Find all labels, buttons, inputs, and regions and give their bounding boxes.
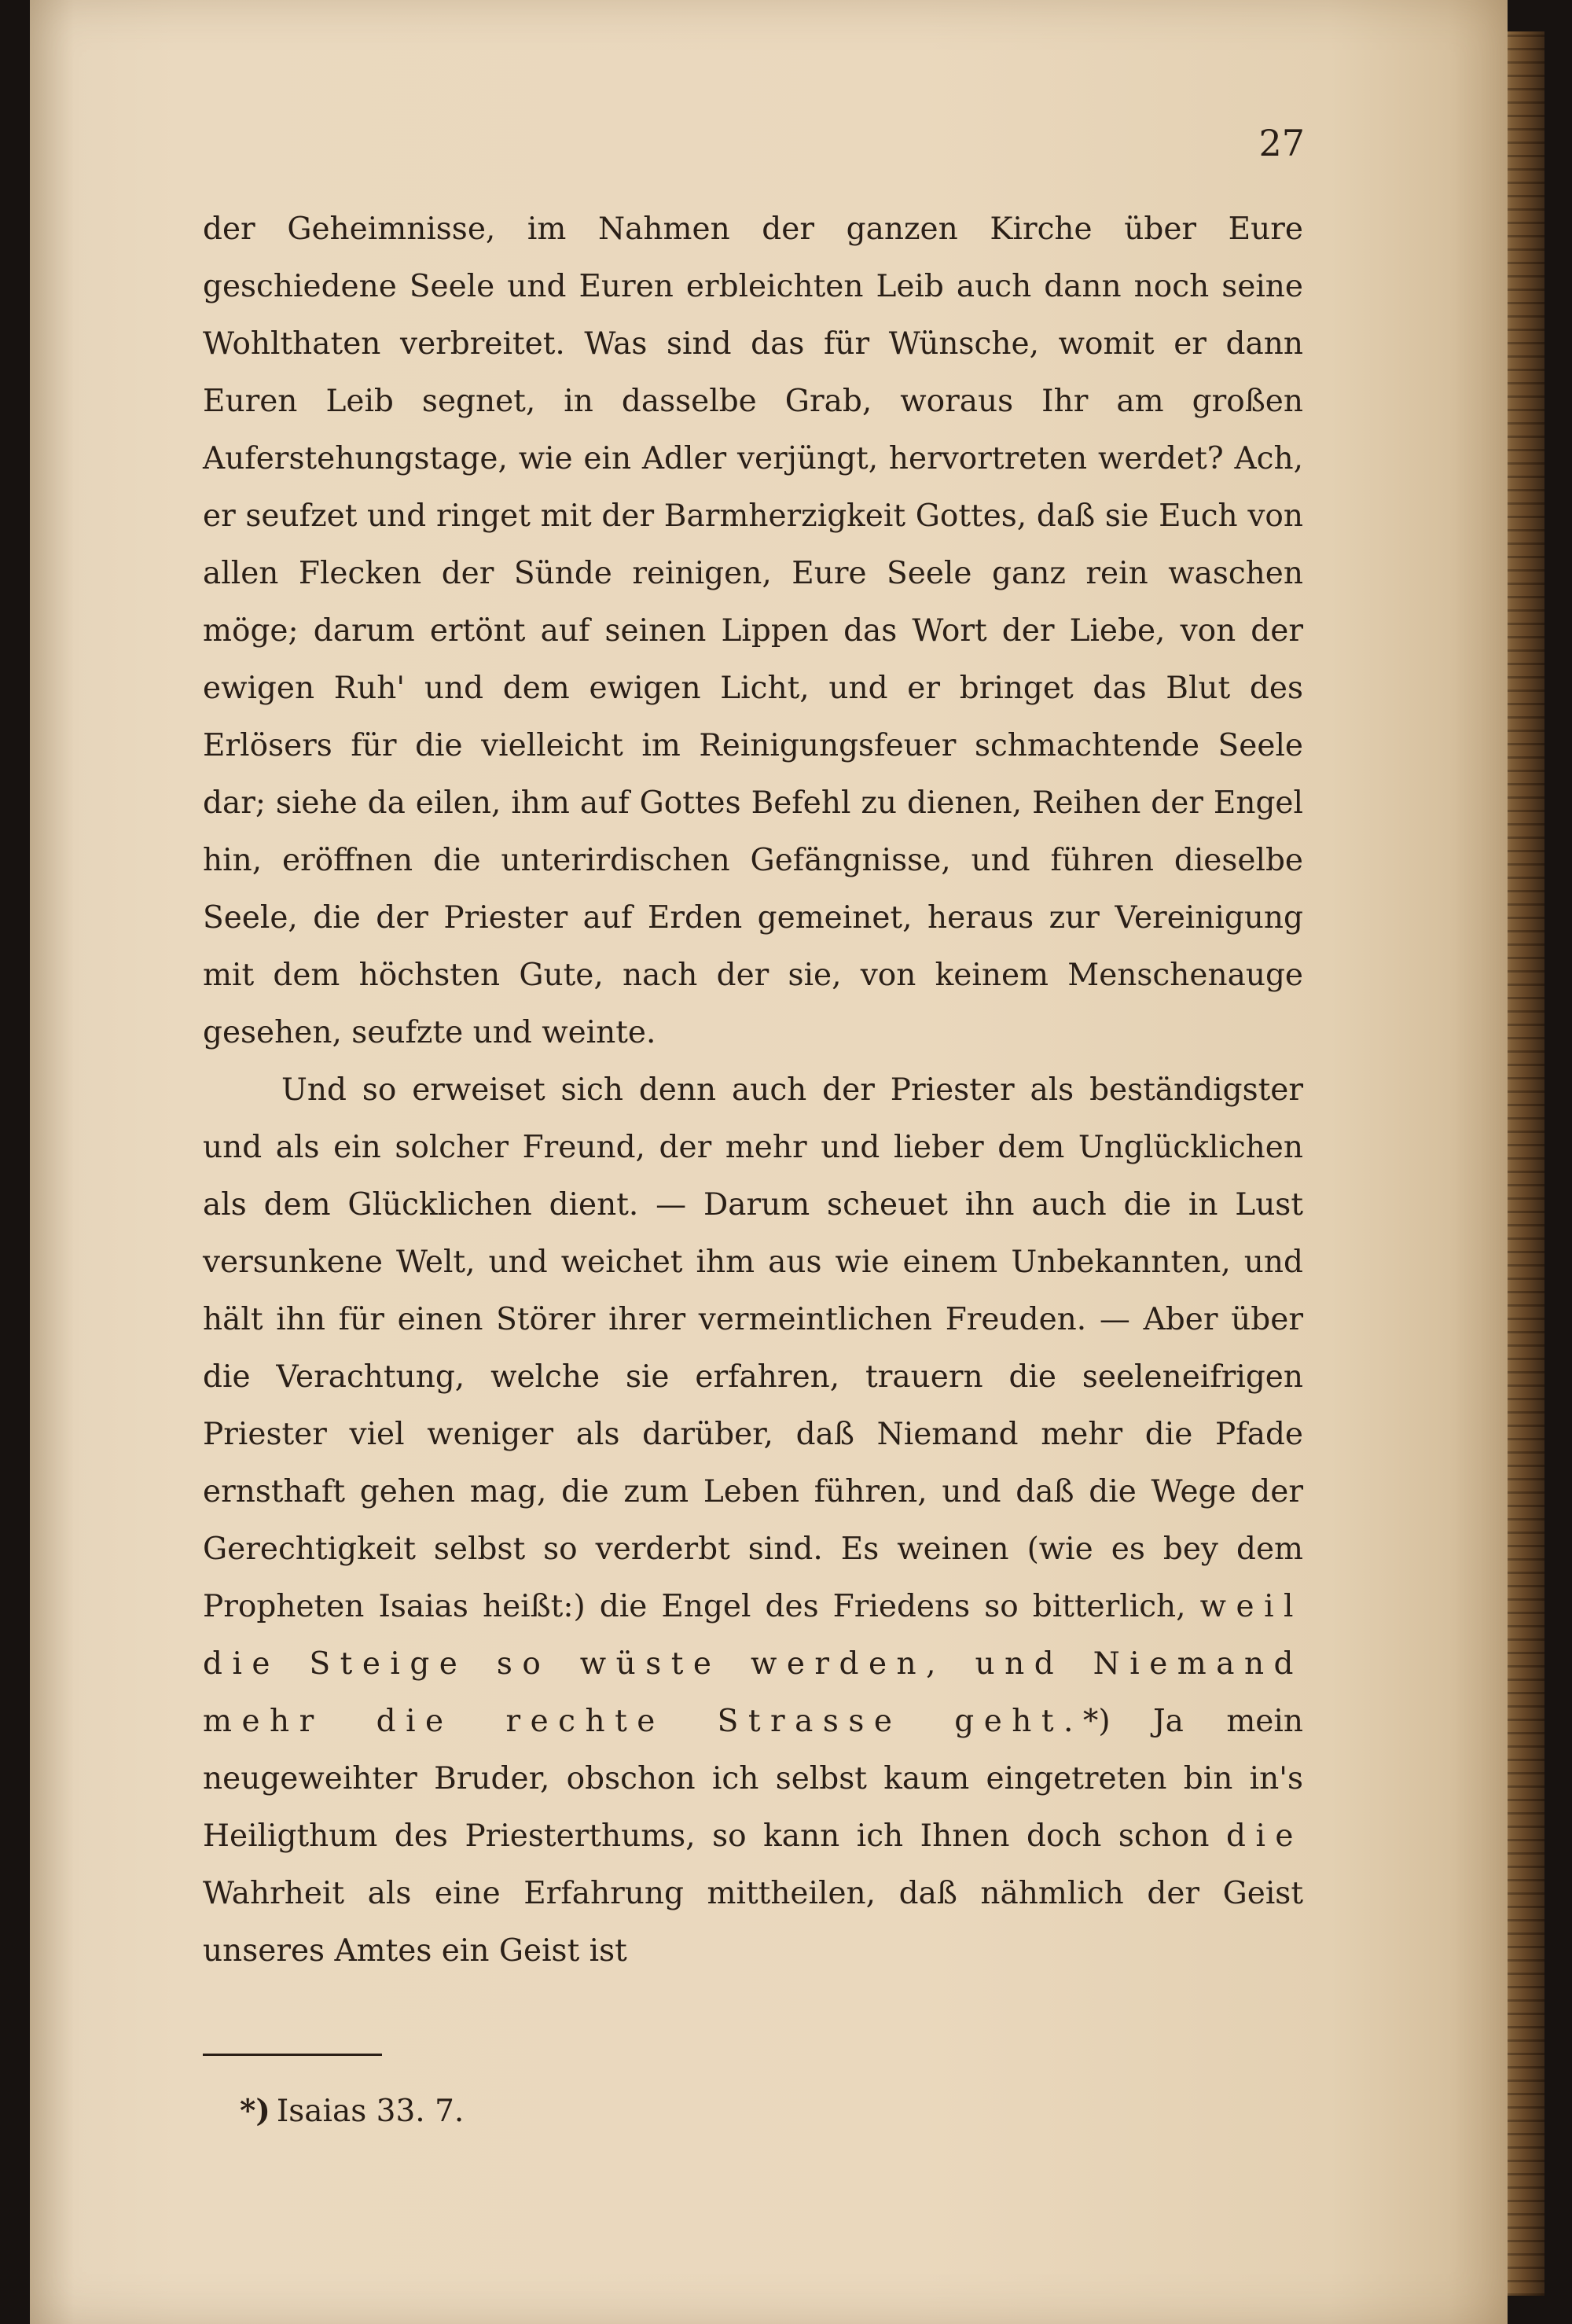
footnote	[240, 2093, 464, 2129]
footnote-rule	[203, 2054, 382, 2056]
footnote-mark: *)	[240, 2093, 270, 2129]
paragraph-2-text-end: Wahrheit als eine Erfahrung mittheilen, daß nähmlich der Geist unseres Amtes ein Geist ist	[203, 1876, 1303, 1969]
paragraph-2	[203, 1061, 1303, 1980]
isaiah-quote: weil die Steige so wüste werden, und Niemand mehr die rechte Strasse geht.	[203, 1589, 1303, 1739]
paragraph-2-text-after: *) Ja mein neugeweihter Bruder, obschon ich selbst kaum eingetreten bin in's Heiligthum des Priesterthums, so kann ich Ihnen doch schon	[203, 1704, 1303, 1854]
page-number: 27	[1258, 122, 1305, 164]
emphasized-word: die	[1226, 1818, 1303, 1854]
footnote-text: Isaias 33. 7.	[276, 2094, 465, 2129]
paragraph-2-text-before: Und so erweiset sich denn auch der Priester als beständigster und als ein solcher Freund, der mehr und lieber dem Unglücklichen als dem Glücklichen dient. — Darum scheuet ihn auch die in Lust versunkene Welt, und weichet ihm aus wie einem Unbekannten, und hält ihn für einen Störer ihrer vermeintlichen Freuden. — Aber über die Verachtung, welche sie erfahren, trauern die seeleneifrigen Priester viel weniger als darüber, daß Niemand mehr die Pfade ernsthaft gehen mag, die zum Leben führen, und daß die Wege der Gerechtigkeit selbst so verderbt sind. Es weinen (wie es bey dem Propheten Isaias heißt:) die Engel des Friedens so bitterlich,	[203, 1072, 1303, 1624]
paragraph-1: der Geheimnisse, im Nahmen der ganzen Kirche über Eure geschiedene Seele und Euren erbleichten Leib auch dann noch seine Wohlthaten verbreitet. Was sind das für Wünsche, womit er dann Euren Leib segnet, in dasselbe Grab, woraus Ihr am großen Auferstehungstage, wie ein Adler verjüngt, hervortreten werdet? Ach, er seufzet und ringet mit der Barmherzigkeit Gottes, daß sie Euch von allen Flecken der Sünde reinigen, Eure Seele ganz rein waschen möge; darum ertönt auf seinen Lippen das Wort der Liebe, von der ewigen Ruh' und dem ewigen Licht, und er bringet das Blut des Erlösers für die vielleicht im Reinigungsfeuer schmachtende Seele dar; siehe da eilen, ihm auf Gottes Befehl zu dienen, Reihen der Engel hin, eröffnen die unterirdischen Gefängnisse, und führen dieselbe Seele, die der Priester auf Erden gemeinet, heraus zur Vereinigung mit dem höchsten Gute, nach der sie, von keinem Menschenauge gesehen, seufzte und weinte.	[203, 211, 1303, 1050]
body-text	[203, 200, 1303, 1980]
